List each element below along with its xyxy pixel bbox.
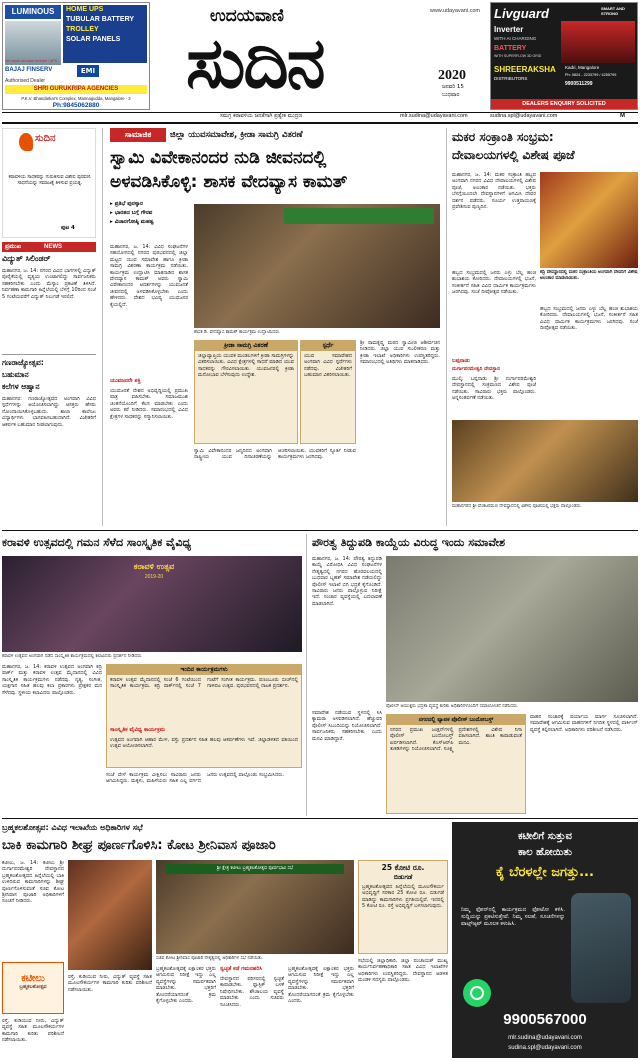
brahmakalasha-subhead: ಸ್ವಚ್ಛತೆ ಕಡೆ ಗಮನಹರಿಸಿ bbox=[220, 966, 263, 972]
protest-box bbox=[386, 714, 526, 814]
protest-photo[interactable] bbox=[386, 556, 638, 702]
brahmakalasha-body-1b: ರಸ್ತೆ, ಕುಡಿಯುವ ನೀರು, ವಿದ್ಯುತ್ ವ್ಯವಸ್ಥೆ ಸಹಿತ ಮೂಲಸೌಕರ್ಯಗಳ ಕಾಮಗಾರಿ ಕುರಿತು ಪರಿಶೀಲನೆ ನಡೆಸಲಾಯಿತು. bbox=[2, 1018, 64, 1044]
luminous-line1: HOME UPS bbox=[66, 6, 104, 13]
lead-bullet-2: ▸ ಭಾರತದ ಬಗ್ಗೆ ಗೌರವ bbox=[110, 210, 153, 216]
sidebar-page-ref: ಪುಟ 4 bbox=[61, 225, 75, 231]
sankranti-body-2b: ಹಬ್ಬದ ಸಂಭ್ರಮದಲ್ಲಿ ಜನರು ಎಳ್ಳು ಬೆಲ್ಲ ಹಂಚಿ ಶುಭಾಶಯ ಕೋರಿದರು. ದೇವಾಲಯಗಳಲ್ಲಿ ಭಜನೆ, ಸಂಕೀರ್ತನೆ ಸಹಿತ ವಿವಿಧ ಧಾರ್ಮಿಕ ಕಾರ್ಯಕ್ರಮಗಳು ಜರಗಿದವು. ಸಂಜೆ ದೀಪೋತ್ಸವ ನಡೆಯಿತು. bbox=[540, 306, 638, 332]
distributor-phone: Ph: 0824 - 2233799 / 4255799 bbox=[565, 73, 617, 77]
distributor-name: SHREERAKSHA bbox=[494, 65, 556, 74]
brahmakalasha-headline[interactable]: ಬಾಕಿ ಕಾಮಗಾರಿ ಶೀಘ್ರ ಪೂರ್ಣಗೊಳಿಸಿ: ಕೋಟ ಶ್ರೀನಿವಾಸ ಪೂಜಾರಿ bbox=[2, 838, 276, 853]
luminous-logo: LUMINOUS bbox=[5, 5, 61, 19]
lead-box-2-body: ಯುವ ಸಮಾವೇಶದ ಅಂಗವಾಗಿ ವಿವಿಧ ಸ್ಪರ್ಧೆಗಳು ನಡೆದವು. ವಿಜೇತರಿಗೆ ಬಹುಮಾನ ವಿತರಿಸಲಾಯಿತು. bbox=[304, 353, 352, 379]
wa-ad-email2[interactable]: sudina.spl@udayavani.com bbox=[508, 1045, 582, 1051]
sidebar-logo: ಸುದಿನ bbox=[35, 133, 56, 144]
karavali-body-2: ಸಂಜೆ ವೇಳೆ ಕಾರ್ಯಕ್ರಮ ವೀಕ್ಷಿಸಲು ಸಾವಿರಾರು ಜನರು ಆಗಮಿಸಿದ್ದರು. ಮಕ್ಕಳು, ಮಹಿಳೆಯರು ಸಹಿತ ಎಲ್ಲ ವರ್ಗದ ಜನರು ಉತ್ಸವದಲ್ಲಿ ಪಾಲ್ಗೊಂಡು ಸಂಭ್ರಮಿಸಿದರು. bbox=[106, 772, 284, 785]
masthead-edition: M bbox=[620, 113, 625, 119]
lead-box-2 bbox=[300, 340, 356, 444]
lead-box-1 bbox=[194, 340, 298, 444]
wa-ad-line3: ಕೈ ಬೆರಳಲ್ಲೇ ಜಗತ್ತು... bbox=[496, 865, 594, 880]
lead-box-2-title: ಸ್ಪರ್ಧೆ bbox=[301, 341, 355, 351]
protest-subhead: ನಗರದಲ್ಲಿ ವ್ಯಾಪಕ ಪೊಲೀಸ್ ಬಂದೋಬಸ್ತ್ bbox=[387, 715, 525, 725]
section-rule-2 bbox=[2, 818, 638, 819]
sankranti-subhead-2: ದುರ್ಗಾಪರಮೇಶ್ವರಿ ದೇವಸ್ಥಾನ bbox=[452, 366, 500, 372]
wa-ad-body: ನಿಮ್ಮ ಫೋನ್‌ನಲ್ಲಿ ಕಾರ್ಯಕ್ರಮದ ಫೋಟೋ ಕಳಿಸಿ. ಸುದ್ದಿಯನ್ನು ಪ್ರಕಟಿಸುತ್ತೇವೆ. ನಿಮ್ಮ ಸಲಹೆ, ಸೂಚನೆಗಳನ್ನು ವಾಟ್ಸ್ಆ್ಯಪ್ ಮೂಲಕ ಕಳುಹಿಸಿ. bbox=[461, 907, 565, 927]
karavali-body-1: ಮಹಾನಗರ, ಜ. 14: ಕರಾವಳಿ ಉತ್ಸವದ ಅಂಗವಾಗಿ ಕದ್ರಿ ಪಾರ್ಕ್ ಮತ್ತು ಕರಾವಳಿ ಉತ್ಸವ ಮೈದಾನದಲ್ಲಿ ವಿವಿಧ ಸಾಂಸ್ಕೃತಿಕ ಕಾರ್ಯಕ್ರಮಗಳು ನಡೆದವು. ನೃತ್ಯ, ಸಂಗೀತ, ಯಕ್ಷಗಾನ ಸಹಿತ ಹಲವು ಕಲಾ ಪ್ರಕಾರಗಳು ಪ್ರೇಕ್ಷಕರ ಮನ ಸೆಳೆದವು. ಸ್ಥಳೀಯ ಕಲಾವಿದರು ಪಾಲ್ಗೊಂಡರು. bbox=[2, 664, 102, 696]
lead-kicker2: ಜಿಲ್ಲಾ ಯುವಸಮಾವೇಶ, ಕ್ರೀಡಾ ಸಾಮಗ್ರಿ ವಿತರಣೆ bbox=[170, 130, 303, 140]
protest-body-2: ಸಮಾವೇಶ ನಡೆಯುವ ಸ್ಥಳದಲ್ಲಿ ಸಿಸಿ ಕ್ಯಾಮರಾ ಅಳವಡಿಸಲಾಗಿದೆ. ಹೆಚ್ಚುವರಿ ಪೊಲೀಸ್ ಸಿಬಂದಿಯನ್ನು ನಿಯೋಜಿಸಲಾಗಿದೆ. ಸಾರ್ವಜನಿಕರು ಸಹಕರಿಸಬೇಕು ಎಂದು ಮನವಿ ಮಾಡಿದ್ದಾರೆ. bbox=[312, 710, 382, 742]
meeting-banner: ಶ್ರೀ ಕ್ಷೇತ್ರ ಕಟೀಲು ಬ್ರಹ್ಮಕಲಶೋತ್ಸವ ಪೂರ್ವಭಾವಿ ಸಭೆ bbox=[166, 864, 344, 874]
lead-body-4: ಸ್ವಾಮಿ ವಿವೇಕಾನಂದರ ಜನ್ಮದಿನದ ಅಂಗವಾಗಿ ರಾಷ್ಟ್ರೀಯ ಯುವ ದಿನಾಚರಣೆಯನ್ನು ಆಚರಿಸಲಾಯಿತು. ಯುವಕರಿಗೆ ಸ್ಫೂರ್ತಿ ನೀಡುವ ಕಾರ್ಯಕ್ರಮಗಳು ಜರಗಿದವು. bbox=[194, 448, 356, 461]
sankranti-headline-1[interactable]: ಮಕರ ಸಂಕ್ರಾಂತಿ ಸಂಭ್ರಮ: bbox=[452, 130, 554, 144]
flame-icon bbox=[19, 133, 33, 151]
sidebar-item2-body: ಮಹಾನಗರ: ಗಣರಾಜ್ಯೋತ್ಸವದ ಅಂಗವಾಗಿ ವಿವಿಧ ಸ್ಪರ್ಧೆಗಳನ್ನು ಆಯೋಜಿಸಲಾಗಿದ್ದು ಆಸಕ್ತರು ಹೆಸರು ನೋಂದಾಯಿಸಿಕೊಳ್ಳಬಹುದು. ಶಾಲಾ ಕಾಲೇಜು ವಿದ್ಯಾರ್ಥಿಗಳು ಭಾಗವಹಿಸಬಹುದಾಗಿದೆ. ವಿಜೇತರಿಗೆ ಆಕರ್ಷಕ ಬಹುಮಾನ ನೀಡಲಾಗುವುದು. bbox=[2, 396, 96, 428]
dealer-name: SHRI GURUKRIPA AGENCIES bbox=[5, 85, 147, 94]
brahmakalasha-kicker: ಬ್ರಹ್ಮಕಲಶೋತ್ಸವ: ವಿವಿಧ ಇಲಾಖೆಯ ಅಧಿಕಾರಿಗಳ ಸಭೆ bbox=[2, 823, 143, 832]
lead-headline-2[interactable]: ಅಳವಡಿಸಿಕೊಳ್ಳಿ: ಶಾಸಕ ವೇದವ್ಯಾಸ ಕಾಮತ್ bbox=[110, 172, 348, 192]
masthead-rule-bottom bbox=[2, 122, 638, 124]
wa-ad-line1: ಕಟೀಲಿಗೆ ಸುತ್ತುವ bbox=[518, 831, 572, 842]
dealer-note: Authorised Dealer bbox=[5, 78, 46, 84]
section-rule-1 bbox=[2, 530, 638, 531]
lead-bullet-1-text: ಪ್ರತಿಭೆ ಪುರಸ್ಕಾರ bbox=[114, 201, 143, 207]
livguard-logo: Livguard bbox=[494, 6, 549, 21]
wa-ad-email1[interactable]: mlr.sudina@udayavani.com bbox=[508, 1035, 582, 1041]
brahmakalasha-photo-caption: ಸಚಿವ ಕೋಟ ಶ್ರೀನಿವಾಸ ಪೂಜಾರಿ ನೇತೃತ್ವದಲ್ಲಿ ಅಧಿಕಾರಿಗಳ ಸಭೆ ನಡೆಯಿತು. bbox=[156, 956, 264, 961]
lead-bullet-3-text: ವಿಚಾರಗೋಷ್ಠಿ ಮಹತ್ವ bbox=[114, 219, 154, 225]
masthead-day: ಬುಧವಾರ bbox=[442, 92, 460, 98]
repair-note: We repair all make Inverter / UPS bbox=[5, 59, 58, 63]
karavali-box-title: ಇಂದಿನ ಕಾರ್ಯಕ್ರಮಗಳು bbox=[107, 665, 301, 675]
brahmakalasha-body-5a: ಬ್ರಹ್ಮಕಲಶೋತ್ಸವಕ್ಕೆ ಲಕ್ಷಾಂತರ ಭಕ್ತರು ಆಗಮಿಸುವ ನಿರೀಕ್ಷೆ ಇದ್ದು ಎಲ್ಲ ವ್ಯವಸ್ಥೆಗಳನ್ನು ಸಮರ್ಪಕವಾಗಿ ಮಾಡಬೇಕು. ಭಕ್ತರಿಗೆ ತೊಂದರೆಯಾಗದಂತೆ ಕ್ರಮ ಕೈಗೊಳ್ಳಬೇಕು ಎಂದರು. bbox=[288, 966, 354, 1005]
ad-whatsapp[interactable] bbox=[452, 822, 638, 1058]
luminous-line3: TROLLEY bbox=[66, 26, 99, 33]
brahmakalasha-body-1: ಕಟೀಲು, ಜ. 14: ಕಟೀಲು ಶ್ರೀ ದುರ್ಗಾಪರಮೇಶ್ವರಿ ದೇವಸ್ಥಾನದ ಬ್ರಹ್ಮಕಲಶೋತ್ಸವದ ಹಿನ್ನೆಲೆಯಲ್ಲಿ ಬಾಕಿ ಉಳಿದಿರುವ ಕಾಮಗಾರಿಗಳನ್ನು ಶೀಘ್ರ ಪೂರ್ಣಗೊಳಿಸುವಂತೆ ಸಚಿವ ಕೋಟ ಶ್ರೀನಿವಾಸ ಪೂಜಾರಿ ಅಧಿಕಾರಿಗಳಿಗೆ ಸೂಚನೆ ನೀಡಿದರು. bbox=[2, 860, 64, 905]
lead-body-3: ಶ್ರೀ ರಾಮಕೃಷ್ಣ ಮಠದ ಸ್ವಾಮೀಜಿ ಆಶೀರ್ವಚನ ನೀಡಿದರು. ಜಿಲ್ಲಾ ಯುವ ಸಬಲೀಕರಣ ಮತ್ತು ಕ್ರೀಡಾ ಇಲಾಖೆ ಅಧಿಕಾರಿಗಳು ಉಪಸ್ಥಿತರಿದ್ದರು. ಸಮಾರಂಭದಲ್ಲಿ ಅತಿಥಿಗಳು ಮಾತನಾಡಿದರು. bbox=[360, 340, 440, 366]
karavali-stage-year: 2019-20 bbox=[144, 574, 164, 580]
dealer-phone: Ph:9845062880 bbox=[52, 102, 100, 109]
whatsapp-icon bbox=[463, 979, 491, 1007]
lead-bullets bbox=[110, 200, 188, 240]
brahmakalasha-body-4: ದೇವಸ್ಥಾನದ ಪರಿಸರದಲ್ಲಿ ಸ್ವಚ್ಛತೆ ಕಾಪಾಡಬೇಕು. ಪ್ಲಾಸ್ಟಿಕ್ ಬಳಕೆ ನಿಷೇಧಿಸಬೇಕು. ಶೌಚಾಲಯ ವ್ಯವಸ್ಥೆ ಮಾಡಬೇಕು ಎಂದು ಸಚಿವರು ಸೂಚಿಸಿದರು. bbox=[220, 976, 284, 1008]
lead-bullet-2-text: ಭಾರತದ ಬಗ್ಗೆ ಗೌರವ bbox=[114, 210, 153, 216]
col-sep-2 bbox=[446, 128, 447, 526]
news-tag-kn: ಪ್ರಮುಖ bbox=[5, 243, 22, 250]
livguard-battery: BATTERY bbox=[494, 45, 527, 52]
lead-box-1-body: ಜಿಲ್ಲಾವ್ಯಾಪ್ತಿಯ ಯುವಕ ಮಂಡಲಗಳಿಗೆ ಕ್ರೀಡಾ ಸಾಮಗ್ರಿಗಳನ್ನು ವಿತರಿಸಲಾಯಿತು. ವಿವಿಧ ಕ್ಷೇತ್ರಗಳಲ್ಲಿ ಸಾಧನೆ ಮಾಡಿದ ಯುವ ಸಾಧಕರನ್ನು ಗೌರವಿಸಲಾಯಿತು. ಯುವಜನರಲ್ಲಿ ಕ್ರೀಡಾ ಮನೋಭಾವ ಬೆಳೆಸುವುದು ಉದ್ದೇಶ. bbox=[198, 353, 294, 379]
brahmakalasha-body-3: ಬ್ರಹ್ಮಕಲಶೋತ್ಸವಕ್ಕೆ ಲಕ್ಷಾಂತರ ಭಕ್ತರು ಆಗಮಿಸುವ ನಿರೀಕ್ಷೆ ಇದ್ದು ಎಲ್ಲ ವ್ಯವಸ್ಥೆಗಳನ್ನು ಸಮರ್ಪಕವಾಗಿ ಮಾಡಬೇಕು. ಭಕ್ತರಿಗೆ ತೊಂದರೆಯಾಗದಂತೆ ಕ್ರಮ ಕೈಗೊಳ್ಳಬೇಕು ಎಂದರು. bbox=[156, 966, 216, 1005]
lead-body-1: ಮಹಾನಗರ, ಜ. 14: ವಿವಿಧ ಸಂಘಟನೆಗಳ ಸಹಯೋಗದಲ್ಲಿ ನಗರದ ಪುರಭವನದಲ್ಲಿ ಜಿಲ್ಲಾ ಮಟ್ಟದ ಯುವ ಸಮಾವೇಶ ಹಾಗೂ ಕ್ರೀಡಾ ಸಾಮಗ್ರಿ ವಿತರಣಾ ಕಾರ್ಯಕ್ರಮ ನಡೆಯಿತು. ಕಾರ್ಯಕ್ರಮ ಉದ್ಘಾಟಿಸಿ ಮಾತನಾಡಿದ ಶಾಸಕ ವೇದವ್ಯಾಸ ಕಾಮತ್ ಅವರು ಸ್ವಾಮಿ ವಿವೇಕಾನಂದರ ಆದರ್ಶಗಳನ್ನು ಯುವಜನತೆ ಜೀವನದಲ್ಲಿ ಅಳವಡಿಸಿಕೊಳ್ಳಬೇಕು ಎಂದು ಹೇಳಿದರು. ದೇಶದ ಭವಿಷ್ಯ ಯುವಜನರ ಕೈಯಲ್ಲಿದೆ. bbox=[110, 244, 188, 308]
ad-luminous[interactable] bbox=[2, 2, 150, 110]
masthead-email: mlr.sudina@udayavani.com bbox=[400, 113, 468, 119]
protest-headline[interactable]: ಪೌರತ್ವ ತಿದ್ದುಪಡಿ ಕಾಯ್ದೆಯ ವಿರುದ್ಧ ಇಂದು ಸಮಾವೇಶ bbox=[312, 536, 506, 549]
livguard-battery-sub: WITH SUPERFLOW 3D GRID bbox=[494, 54, 542, 58]
sankranti-subhead: ಬಪ್ಪನಾಡು bbox=[452, 358, 470, 364]
sidebar-item2-title2: ಬಹುಮಾನ bbox=[2, 370, 29, 379]
livguard-tag: SMART AND STRONG bbox=[601, 6, 625, 16]
karavali-photo[interactable] bbox=[2, 556, 302, 652]
karavali-photo-caption: ಕರಾವಳಿ ಉತ್ಸವದ ಅಂಗವಾಗಿ ನಡೆದ ಸಾಂಸ್ಕೃತಿಕ ಕಾರ್ಯಕ್ರಮದಲ್ಲಿ ಕಲಾವಿದರು ಪ್ರದರ್ಶನ ನೀಡಿದರು. bbox=[2, 654, 143, 659]
karavali-box bbox=[106, 664, 302, 768]
masthead-tagline: ಸಮಗ್ರ ಕರಾವಳಿಯ ಜನತೆಗಾಗಿ ಪ್ರತ್ಯೇಕ ಮುದ್ರಣ bbox=[220, 113, 303, 119]
sidebar-promo-text: ಕರಾವಳಿಯ ಸಾಧಕರನ್ನು ಗುರುತಿಸುವ ವಿಶೇಷ ಪುರವಣಿ. ಸಾಧನೆಯನ್ನು ಸಮಾಜಕ್ಕೆ ತಿಳಿಸುವ ಪ್ರಯತ್ನ. bbox=[8, 175, 92, 186]
brahmakalasha-box-title2: ಬಿಡುಗಡೆ bbox=[393, 873, 413, 881]
brahmakalasha-logo-text: ಕಟೀಲು bbox=[21, 973, 45, 984]
lead-headline-1[interactable]: ಸ್ವಾಮಿ ವಿವೇಕಾನಂದರ ನುಡಿ ಜೀವನದಲ್ಲಿ bbox=[110, 148, 327, 168]
protest-photo-caption: ಪೊಲೀಸ್ ಆಯುಕ್ತರು ಭದ್ರತಾ ವ್ಯವಸ್ಥೆ ಕುರಿತು ಅಧಿಕಾರಿಗಳೊಂದಿಗೆ ಸಮಾಲೋಚನೆ ನಡೆಸಿದರು. bbox=[386, 704, 519, 709]
livguard-product: Inverter bbox=[494, 25, 524, 34]
luminous-line4: SOLAR PANELS bbox=[66, 36, 121, 43]
protest-body-1: ಮಹಾನಗರ, ಜ. 14: ಪೌರತ್ವ ತಿದ್ದುಪಡಿ ಕಾಯ್ದೆ ವಿರೋಧಿಸಿ ವಿವಿಧ ಸಂಘಟನೆಗಳ ನೇತೃತ್ವದಲ್ಲಿ ನಗರದ ಹೊರವಲಯದಲ್ಲಿ ಬುಧವಾರ ಬೃಹತ್ ಸಮಾವೇಶ ನಡೆಯಲಿದ್ದು ಪೊಲೀಸ್ ಇಲಾಖೆ ಬಿಗಿ ಭದ್ರತೆ ಕೈಗೊಂಡಿದೆ. ಸಾವಿರಾರು ಜನರು ಪಾಲ್ಗೊಳ್ಳುವ ನಿರೀಕ್ಷೆ ಇದೆ. ಸಂಚಾರ ವ್ಯವಸ್ಥೆಯಲ್ಲಿ ಬದಲಾವಣೆ ಮಾಡಲಾಗಿದೆ. bbox=[312, 556, 382, 607]
lead-kicker: ಸಾಮಾಜಿಕ bbox=[110, 128, 166, 142]
karavali-stage-banner: ಕರಾವಳಿ ಉತ್ಸವ bbox=[133, 562, 175, 571]
sudina-logo-box bbox=[17, 133, 83, 173]
masthead-date: ಜನವರಿ 15 bbox=[442, 84, 464, 90]
lead-bullet-3: ▸ ವಿಚಾರಗೋಷ್ಠಿ ಮಹತ್ವ bbox=[110, 219, 154, 225]
masthead-year: 2020 bbox=[438, 68, 466, 83]
protest-body-4: ವಾಹನ ಸಂಚಾರಕ್ಕೆ ಪರ್ಯಾಯ ಮಾರ್ಗ ಸೂಚಿಸಲಾಗಿದೆ. ಸಮಾವೇಶಕ್ಕೆ ಆಗಮಿಸುವ ವಾಹನಗಳಿಗೆ ನಿಗದಿತ ಸ್ಥಳದಲ್ಲಿ ಪಾರ್ಕಿಂಗ್ ವ್ಯವಸ್ಥೆ ಕಲ್ಪಿಸಲಾಗಿದೆ. ಅಧಿಕಾರಿಗಳು ಪರಿಶೀಲನೆ ನಡೆಸಿದರು. bbox=[530, 714, 638, 733]
brahmakalasha-box bbox=[358, 860, 448, 954]
distributor-mobile: 9900511299 bbox=[565, 81, 593, 87]
wa-ad-line2: ಕಾಲ ಹೋಯಿತು bbox=[518, 847, 572, 858]
news-tag-en: NEWS bbox=[44, 244, 62, 250]
sankranti-photo-2-caption: ಮಹಾನಗರದ ಶ್ರೀ ವೆಂಕಟರಮಣ ದೇವಸ್ಥಾನದಲ್ಲಿ ವಿಶೇಷ ಪೂಜೆಯಲ್ಲಿ ಭಕ್ತರು ಪಾಲ್ಗೊಂಡರು. bbox=[452, 504, 582, 509]
sidebar-item1-body: ಮಹಾನಗರ, ಜ. 14: ನಗರದ ವಿವಿಧ ಭಾಗಗಳಲ್ಲಿ ವಿದ್ಯುತ್ ಪೂರೈಕೆಯಲ್ಲಿ ವ್ಯತ್ಯಯ ಉಂಟಾಗಲಿದ್ದು ಸಾರ್ವಜನಿಕರು ಸಹಕರಿಸಬೇಕು ಎಂದು ಮೆಸ್ಕಾಂ ಪ್ರಕಟಣೆ ತಿಳಿಸಿದೆ. ನಿರ್ವಹಣಾ ಕಾಮಗಾರಿ ಹಿನ್ನೆಲೆಯಲ್ಲಿ ಬೆಳಗ್ಗೆ 10ರಿಂದ ಸಂಜೆ 5 ಗಂಟೆಯವರೆಗೆ ವಿದ್ಯುತ್ ನಿಲುಗಡೆ ಇರಲಿದೆ. bbox=[2, 268, 96, 300]
sankranti-photo-1-caption: ಕದ್ರಿ ದೇವಸ್ಥಾನದಲ್ಲಿ ಮಕರ ಸಂಕ್ರಾಂತಿಯ ಅಂಗವಾಗಿ ದೇವರಿಗೆ ವಿಶೇಷ ಅಲಂಕಾರ ಮಾಡಲಾಯಿತು. bbox=[540, 270, 638, 281]
brahmakalasha-body-2: ರಸ್ತೆ, ಕುಡಿಯುವ ನೀರು, ವಿದ್ಯುತ್ ವ್ಯವಸ್ಥೆ ಸಹಿತ ಮೂಲಸೌಕರ್ಯಗಳ ಕಾಮಗಾರಿ ಕುರಿತು ಪರಿಶೀಲನೆ ನಡೆಸಲಾಯಿತು. bbox=[68, 974, 152, 993]
sidebar-item2-title[interactable]: ಗಣರಾಜ್ಯೋತ್ಸವ: bbox=[2, 358, 44, 367]
masthead-email2: sudina.spl@udayavani.com bbox=[490, 113, 558, 119]
lead-photo[interactable] bbox=[194, 204, 440, 328]
brahmakalasha-box-body: ಬ್ರಹ್ಮಕಲಶೋತ್ಸವದ ಹಿನ್ನೆಲೆಯಲ್ಲಿ ಮೂಲಸೌಕರ್ಯ ಅಭಿವೃದ್ಧಿಗೆ ಸರಕಾರ 25 ಕೋಟಿ ರೂ. ಬಿಡುಗಡೆ ಮಾಡಿದ್ದು ಕಾಮಗಾರಿಗಳು ಪ್ರಗತಿಯಲ್ಲಿವೆ. ಇದರಲ್ಲಿ 5 ಕೋಟಿ ರೂ. ರಸ್ತೆ ಅಭಿವೃದ್ಧಿಗೆ ಬಳಸಲಾಗುವುದು. bbox=[362, 884, 444, 910]
karavali-headline[interactable]: ಕರಾವಳಿ ಉತ್ಸವದಲ್ಲಿ ಗಮನ ಸೆಳೆದ ಸಾಂಸ್ಕೃತಿಕ ವೈವಿಧ್ಯ bbox=[2, 536, 192, 549]
stage-banner bbox=[284, 208, 434, 224]
phone-hand-image bbox=[571, 893, 631, 1003]
distributor-address: Kadri, Mangalore bbox=[565, 65, 600, 70]
protest-body-3: ನಗರದ ಪ್ರಮುಖ ಜಂಕ್ಷನ್‌ಗಳಲ್ಲಿ ಪೊಲೀಸ್ ಬಂದೋಬಸ್ತ್ ಏರ್ಪಡಿಸಲಾಗಿದೆ. ಕೆಎಸ್ಆರ್‌ಪಿ ತುಕಡಿಗಳನ್ನು ನಿಯೋಜಿಸಲಾಗಿದೆ. ಸೂಕ್ಷ್ಮ ಪ್ರದೇಶಗಳಲ್ಲಿ ವಿಶೇಷ ನಿಗಾ ವಹಿಸಲಾಗಿದೆ. ಶಾಂತಿ ಕಾಪಾಡುವಂತೆ ಮನವಿ. bbox=[390, 727, 522, 753]
lead-photo-caption: ಶಾಸಕ ಡಿ. ವೇದವ್ಯಾಸ ಕಾಮತ್ ಕಾರ್ಯಕ್ರಮ ಉದ್ಘಾಟಿಸಿದರು. bbox=[194, 330, 281, 335]
lead-body-2: ಯುವಜನತೆ ದೇಶದ ಅಭಿವೃದ್ಧಿಯಲ್ಲಿ ಪ್ರಮುಖ ಪಾತ್ರ ವಹಿಸಬೇಕು. ಸಮಾಜಮುಖಿ ಚಿಂತನೆಯೊಂದಿಗೆ ಕೆಲಸ ಮಾಡಬೇಕು ಎಂದು ಅವರು ಕರೆ ನೀಡಿದರು. ಸಮಾರಂಭದಲ್ಲಿ ವಿವಿಧ ಕ್ಷೇತ್ರಗಳ ಸಾಧಕರನ್ನು ಸನ್ಮಾನಿಸಲಾಯಿತು. bbox=[110, 388, 188, 420]
col-sep-1 bbox=[102, 128, 103, 526]
sankranti-body-1: ಮಹಾನಗರ, ಜ. 14: ಮಕರ ಸಂಕ್ರಾಂತಿ ಹಬ್ಬದ ಅಂಗವಾಗಿ ನಗರದ ವಿವಿಧ ದೇವಾಲಯಗಳಲ್ಲಿ ವಿಶೇಷ ಪೂಜೆ, ಅಲಂಕಾರ ನಡೆಯಿತು. ಭಕ್ತರು ಬೆಳಗ್ಗೆಯಿಂದಲೇ ದೇವಸ್ಥಾನಗಳಿಗೆ ಆಗಮಿಸಿ ದೇವರ ದರ್ಶನ ಪಡೆದರು. ಸೂರ್ಯ ಉತ್ತರಾಯಣಕ್ಕೆ ಪ್ರವೇಶಿಸುವ ಪುಣ್ಯದಿನ. bbox=[452, 172, 536, 211]
lead-subhead-1: ಯುವಜನರೇ ಶಕ್ತಿ bbox=[110, 378, 141, 384]
lead-box-1-title: ಕ್ರೀಡಾ ಸಾಮಗ್ರಿ ವಿತರಣೆ bbox=[195, 341, 297, 351]
masthead-website: www.udayavani.com bbox=[429, 8, 480, 14]
distributor-sub: DISTRIBUTORS bbox=[494, 76, 528, 81]
brahmakalasha-box-title: 25 ಕೋಟಿ ರೂ. bbox=[381, 863, 425, 872]
sidebar-item1-title[interactable]: ವಿದ್ಯುತ್ ಸಿಲಿಂಡರ್ bbox=[2, 254, 51, 263]
brahmakalasha-body-5: ಸಭೆಯಲ್ಲಿ ಜಿಲ್ಲಾಧಿಕಾರಿ, ಜಿಲ್ಲಾ ಪಂಚಾಯತ್ ಮುಖ್ಯ ಕಾರ್ಯನಿರ್ವಹಣಾಧಿಕಾರಿ ಸಹಿತ ವಿವಿಧ ಇಲಾಖೆಗಳ ಅಧಿಕಾರಿಗಳು ಉಪಸ್ಥಿತರಿದ್ದರು. ದೇವಸ್ಥಾನದ ಆಡಳಿತ ಮಂಡಳಿ ಸದಸ್ಯರು ಪಾಲ್ಗೊಂಡರು. bbox=[358, 958, 448, 984]
brahmakalasha-logo-sub: ಬ್ರಹ್ಮಕಲಶೋತ್ಸವ bbox=[19, 984, 47, 990]
karavali-box-body: ಕರಾವಳಿ ಉತ್ಸವ ಮೈದಾನದಲ್ಲಿ ಸಂಜೆ 6 ಗಂಟೆಯಿಂದ ಸಾಂಸ್ಕೃತಿಕ ಕಾರ್ಯಕ್ರಮ. ಕದ್ರಿ ಪಾರ್ಕ್‌ನಲ್ಲಿ ಸಂಜೆ 7 ಗಂಟೆಗೆ ಸಂಗೀತ ಕಾರ್ಯಕ್ರಮ. ಪಣಂಬೂರು ಬೀಚ್‌ನಲ್ಲಿ ಗಾಳಿಪಟ ಉತ್ಸವ. ಪುರಭವನದಲ್ಲಿ ನಾಟಕ ಪ್ರದರ್ಶನ. bbox=[110, 677, 298, 690]
battery-image bbox=[561, 21, 635, 63]
sankranti-headline-2[interactable]: ದೇವಾಲಯಗಳಲ್ಲಿ ವಿಶೇಷ ಪೂಜೆ bbox=[452, 148, 575, 162]
karavali-body-3: ಉತ್ಸವದ ಅಂಗವಾಗಿ ಆಹಾರ ಮೇಳ, ವಸ್ತು ಪ್ರದರ್ಶನ ಸಹಿತ ಹಲವು ಆಕರ್ಷಣೆಗಳು ಇವೆ. ಜಿಲ್ಲಾಡಳಿತದ ವತಿಯಿಂದ ಉತ್ಸವ ಆಯೋಜಿಸಲಾಗಿದೆ. bbox=[110, 737, 298, 750]
ad-livguard[interactable] bbox=[490, 2, 638, 110]
bajaj-finserv: BAJAJ FINSERV bbox=[5, 67, 53, 73]
sidebar-item2-title3: ಕಲೆಗಳ ಆಹ್ವಾನ bbox=[2, 382, 40, 391]
brahmakalasha-meeting-photo[interactable] bbox=[156, 860, 354, 954]
dealers-enquiry: DEALERS ENQUIRY SOLICITED bbox=[491, 99, 637, 109]
brahmakalasha-deity-photo[interactable] bbox=[68, 860, 152, 970]
luminous-product-list bbox=[63, 5, 147, 63]
sankranti-body-2: ಹಬ್ಬದ ಸಂಭ್ರಮದಲ್ಲಿ ಜನರು ಎಳ್ಳು ಬೆಲ್ಲ ಹಂಚಿ ಶುಭಾಶಯ ಕೋರಿದರು. ದೇವಾಲಯಗಳಲ್ಲಿ ಭಜನೆ, ಸಂಕೀರ್ತನೆ ಸಹಿತ ವಿವಿಧ ಧಾರ್ಮಿಕ ಕಾರ್ಯಕ್ರಮಗಳು ಜರಗಿದವು. ಸಂಜೆ ದೀಪೋತ್ಸವ ನಡೆಯಿತು. bbox=[452, 270, 536, 296]
brahmakalasha-logo bbox=[2, 962, 64, 1014]
lead-bullet-1: ▸ ಪ್ರತಿಭೆ ಪುರಸ್ಕಾರ bbox=[110, 201, 143, 207]
emi-badge: EMI bbox=[77, 65, 99, 77]
sidebar-promo[interactable] bbox=[2, 128, 96, 238]
sankranti-body-3: ಮುಲ್ಕಿ: ಬಪ್ಪನಾಡು ಶ್ರೀ ದುರ್ಗಾಪರಮೇಶ್ವರಿ ದೇವಸ್ಥಾನದಲ್ಲಿ ಸಂಕ್ರಮಣದ ವಿಶೇಷ ಪೂಜೆ ನಡೆಯಿತು. ಸಾವಿರಾರು ಭಕ್ತರು ಪಾಲ್ಗೊಂಡರು. ಅನ್ನಸಂತರ್ಪಣೆ ನಡೆಯಿತು. bbox=[452, 376, 536, 402]
col-sep-3 bbox=[306, 534, 307, 816]
karavali-box-sub: ಸಾಂಸ್ಕೃತಿಕ ವೈವಿಧ್ಯ ಕಾರ್ಯಕ್ರಮ bbox=[110, 727, 166, 733]
sankranti-photo-1[interactable] bbox=[540, 172, 638, 268]
masthead-title: ಸುದಿನ bbox=[186, 22, 324, 104]
wa-ad-phone[interactable]: 9900567000 bbox=[503, 1011, 587, 1028]
dealer-address: P.K.V. Bhandarkar's Complex, Mannagudda, Mangalore - 3 bbox=[21, 96, 131, 101]
sankranti-photo-2[interactable] bbox=[452, 420, 638, 502]
livguard-product-sub: WITH AI CHARGING bbox=[494, 36, 537, 41]
sidebar-news-tag bbox=[2, 242, 96, 252]
masthead-brand: ಉದಯವಾಣಿ bbox=[210, 6, 284, 26]
sidebar-divider bbox=[2, 354, 96, 355]
luminous-line2: TUBULAR BATTERY bbox=[66, 16, 135, 23]
